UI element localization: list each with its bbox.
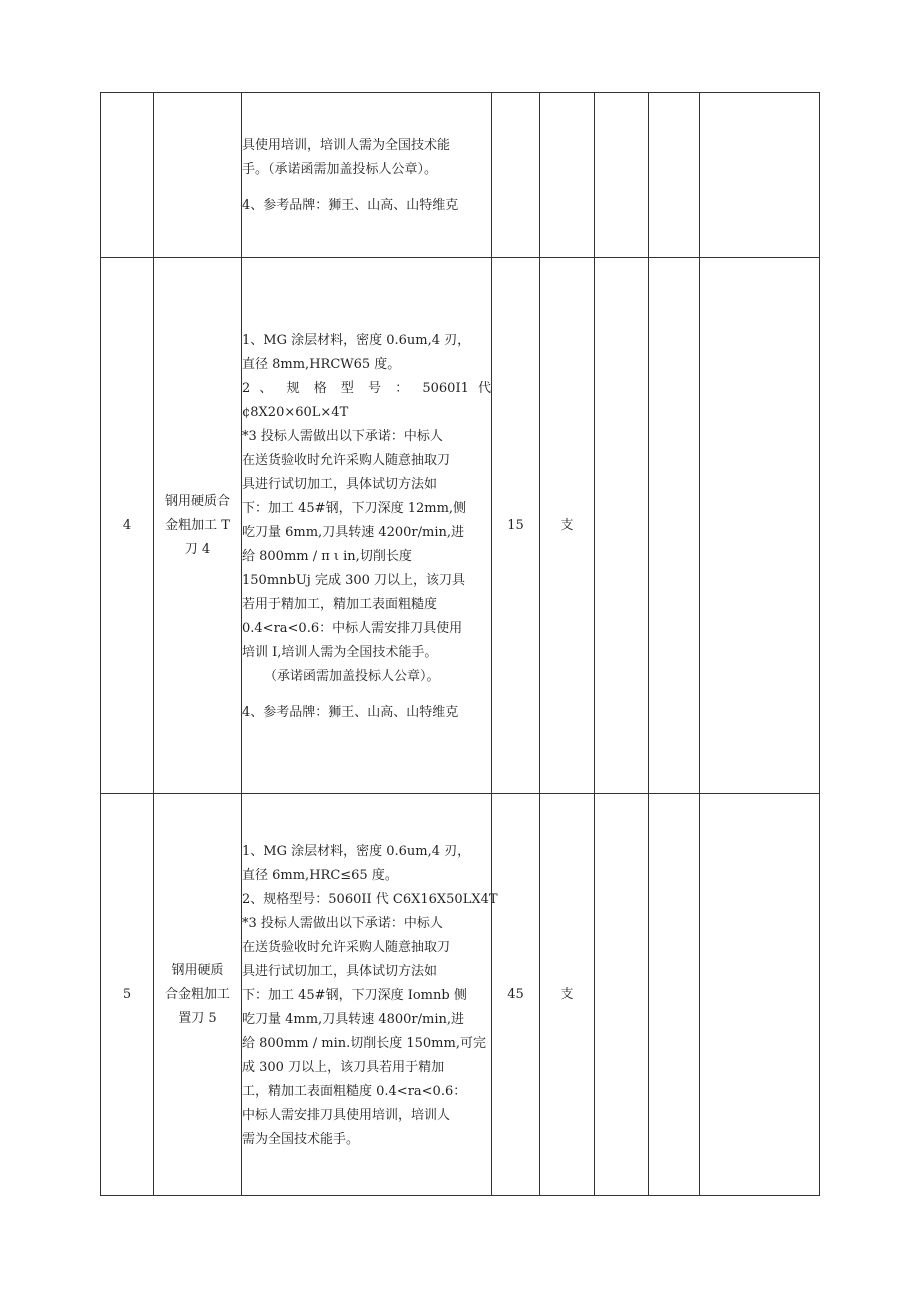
- item-name-line: 置刀 5: [178, 1010, 217, 1026]
- empty-cell-3: [700, 794, 820, 1196]
- item-number-cell: 5: [101, 794, 154, 1196]
- item-name-cell: [154, 794, 242, 1196]
- requirement-line: 具使用培训，培训人需为全国技术能: [242, 138, 451, 153]
- requirement-line: 培训 I,培训人需为全国技术能手。: [242, 645, 438, 660]
- requirement-line: 工，精加工表面粗糙度 0.4<ra<0.6：: [242, 1084, 467, 1099]
- requirement-line: *3 投标人需做出以下承诺：中标人: [242, 429, 443, 444]
- empty-cell-3: [700, 258, 820, 794]
- empty-cell-2: [649, 794, 700, 1196]
- requirement-line: 0.4<ra<0.6：中标人需安排刀具使用: [242, 621, 463, 636]
- empty-cell-1: [595, 93, 649, 258]
- requirement-line: 下：加工 45#钢，下刀深度 12mm,侧: [242, 501, 467, 516]
- paragraph-gap: [242, 689, 491, 701]
- requirement-line: 若用于精加工，精加工表面粗糙度: [242, 597, 438, 612]
- requirement-cell: [242, 93, 492, 258]
- item-name-line: 钢用硬质合: [164, 493, 230, 509]
- requirement-line: 具进行试切加工，具体试切方法如: [242, 477, 438, 492]
- quantity-cell: [492, 93, 540, 258]
- table-row: [101, 794, 820, 1196]
- unit-cell: [540, 93, 595, 258]
- item-number-cell: 4: [101, 258, 154, 794]
- empty-cell-3: [700, 93, 820, 258]
- item-name-cell: [154, 258, 242, 794]
- requirement-line: （承诺函需加盖投标人公章）。: [264, 669, 440, 684]
- requirement-line: 1、MG 涂层材料，密度 0.6um,4 刃，: [242, 333, 471, 348]
- requirement-cell: [242, 258, 492, 794]
- item-name-line: 刀 4: [184, 541, 211, 557]
- unit-cell: 支: [540, 794, 595, 1196]
- requirement-line: 给 800mm / π ι in,切削长度: [242, 549, 412, 564]
- requirement-line: 成 300 刀以上，该刀具若用于精加: [242, 1060, 445, 1075]
- specification-table: [100, 92, 820, 1196]
- requirement-line: 在送货验收时允许采购人随意抽取刀: [242, 940, 451, 955]
- requirement-line: 1、MG 涂层材料，密度 0.6um,4 刃，: [242, 844, 471, 859]
- empty-cell-1: [595, 258, 649, 794]
- requirement-line: 具进行试切加工，具体试切方法如: [242, 964, 438, 979]
- paragraph-gap: [242, 182, 491, 194]
- table-row: [101, 258, 820, 794]
- requirement-line: 需为全国技术能手。: [242, 1132, 360, 1147]
- empty-cell-2: [649, 258, 700, 794]
- empty-cell-2: [649, 93, 700, 258]
- empty-cell-1: [595, 794, 649, 1196]
- table-row: [101, 93, 820, 258]
- quantity-cell: 15: [492, 258, 540, 794]
- requirement-line: 4、参考品牌：狮王、山高、山特维克: [242, 705, 459, 720]
- requirement-line: 直径 8mm,HRCW65 度。: [242, 357, 401, 372]
- item-number-cell: [101, 93, 154, 258]
- requirement-line: 在送货验收时允许采购人随意抽取刀: [242, 453, 451, 468]
- requirement-line: 2、规格型号：5060II 代 C6X16X50LX4T: [242, 892, 498, 907]
- requirement-line: 给 800mm / min.切削长度 150mm,可完: [242, 1036, 486, 1051]
- requirement-cell: [242, 794, 498, 1196]
- requirement-line: 150mnbUj 完成 300 刀以上，该刀具: [242, 573, 466, 588]
- requirement-line: 手。（承诺函需加盖投标人公章）。: [242, 162, 438, 177]
- unit-cell: 支: [540, 258, 595, 794]
- item-name-line: 金粗加工 T: [165, 517, 230, 533]
- item-name-line: 合金粗加工: [164, 986, 230, 1002]
- requirement-line: 吃刀量 6mm,刀具转速 4200r/min,进: [242, 525, 464, 540]
- requirement-line: 4、参考品牌：狮王、山高、山特维克: [242, 198, 459, 213]
- requirement-line: 下：加工 45#钢，下刀深度 Iomnb 侧: [242, 988, 467, 1003]
- requirement-line: 中标人需安排刀具使用培训，培训人: [242, 1108, 451, 1123]
- requirement-line: 直径 6mm,HRC≤65 度。: [242, 868, 398, 883]
- item-name-line: 钢用硬质: [171, 962, 224, 978]
- quantity-cell: 45: [492, 794, 540, 1196]
- requirement-line: *3 投标人需做出以下承诺：中标人: [242, 916, 443, 931]
- table-body: [101, 93, 820, 1196]
- item-name-cell: [154, 93, 242, 258]
- requirement-line: 2 、 规 格 型 号 ： 5060I1 代: [242, 381, 491, 396]
- requirement-line: 吃刀量 4mm,刀具转速 4800r/min,进: [242, 1012, 464, 1027]
- requirement-line: ¢8X20×60L×4T: [242, 405, 349, 420]
